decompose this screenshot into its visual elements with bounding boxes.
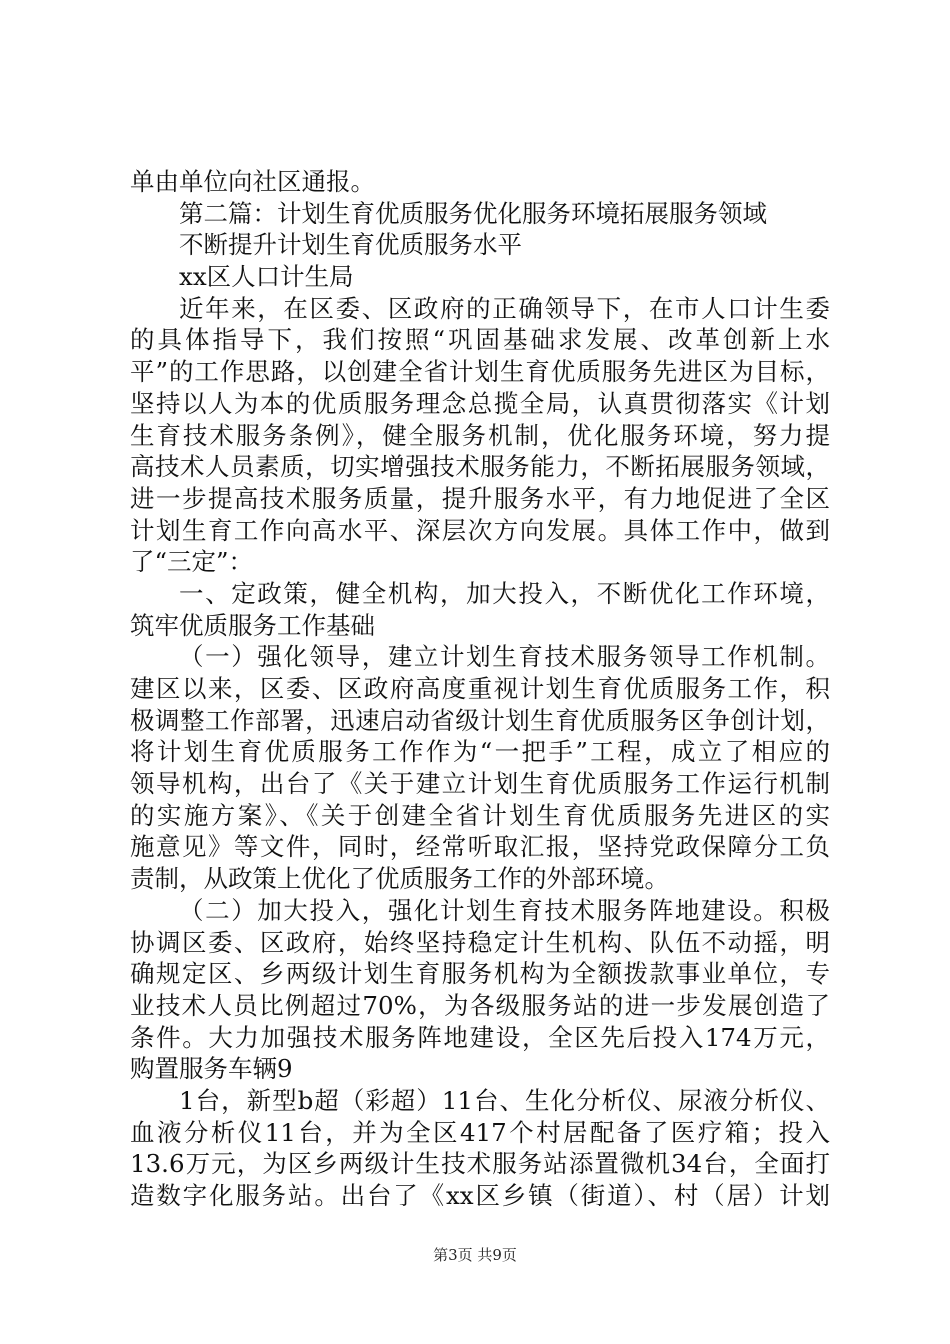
text-line: 平”的工作思路，以创建全省计划生育优质服务先进区为目标，	[130, 357, 830, 387]
text-line: 的实施方案》、《关于创建全省计划生育优质服务先进区的实	[130, 800, 830, 830]
text-line: （一）强化领导，建立计划生育技术服务领导工作机制。	[179, 642, 830, 672]
text-line: 生育技术服务条例》，健全服务机制，优化服务环境，努力提	[130, 420, 830, 450]
text-line: 近年来，在区委、区政府的正确领导下，在市人口计生委	[179, 293, 830, 323]
text-line: 协调区委、区政府，始终坚持稳定计生机构、队伍不动摇，明	[130, 927, 830, 957]
text-line: 业技术人员比例超过70%，为各级服务站的进一步发展创造了	[130, 990, 830, 1020]
page-number: 第3页 共9页	[433, 1246, 517, 1264]
text-line: 建区以来，区委、区政府高度重视计划生育优质服务工作，积	[130, 674, 830, 703]
text-line: （二）加大投入，强化计划生育技术服务阵地建设。积极	[179, 895, 830, 925]
text-line: 施意见》等文件，同时，经常听取汇报，坚持党政保障分工负	[130, 832, 830, 862]
text-line: 1台，新型b超（彩超）11台、生化分析仪、尿液分析仪、	[179, 1085, 830, 1115]
text-line: 高技术人员素质，切实增强技术服务能力，不断拓展服务领域，	[130, 452, 830, 482]
document-body	[130, 166, 830, 1212]
text-line: 责制，从政策上优化了优质服务工作的外部环境。	[130, 864, 669, 894]
section-heading: 第二篇：计划生育优质服务优化服务环境拓展服务领域	[179, 198, 767, 228]
text-line: 造数字化服务站。出台了《xx区乡镇（街道）、村（居）计划	[130, 1181, 830, 1210]
text-line: 计划生育工作向高水平、深层次方向发展。具体工作中，做到	[130, 515, 830, 545]
text-line: 坚持以人为本的优质服务理念总揽全局，认真贯彻落实《计划	[130, 388, 830, 418]
text-line: 了“三定”：	[130, 547, 254, 577]
text-line: 单由单位向社区通报。	[130, 167, 375, 196]
text-line: 条件。大力加强技术服务阵地建设，全区先后投入174万元，	[130, 1022, 830, 1052]
text-line: 将计划生育优质服务工作作为“一把手”工程，成立了相应的	[130, 737, 830, 767]
subheading-line: 一、定政策，健全机构，加大投入，不断优化工作环境，	[179, 578, 830, 608]
author-line: xx区人口计生局	[179, 262, 354, 292]
text-line: 极调整工作部署，迅速启动省级计划生育优质服务区争创计划，	[130, 705, 830, 735]
text-line: 13.6万元，为区乡两级计生技术服务站添置微机34台，全面打	[130, 1149, 830, 1179]
subheading-line: 筑牢优质服务工作基础	[130, 610, 375, 640]
page-footer	[0, 1244, 950, 1265]
text-line: 的具体指导下，我们按照“巩固基础求发展、改革创新上水	[130, 325, 830, 355]
text-line: 进一步提高技术服务质量，提升服务水平，有力地促进了全区	[130, 483, 830, 513]
section-heading: 不断提升计划生育优质服务水平	[179, 230, 522, 260]
text-line: 血液分析仪11台，并为全区417个村居配备了医疗箱；投入	[130, 1117, 830, 1147]
text-line: 领导机构，出台了《关于建立计划生育优质服务工作运行机制	[130, 769, 830, 799]
text-line: 购置服务车辆9	[130, 1054, 293, 1084]
text-line: 确规定区、乡两级计划生育服务机构为全额拨款事业单位，专	[130, 959, 830, 989]
